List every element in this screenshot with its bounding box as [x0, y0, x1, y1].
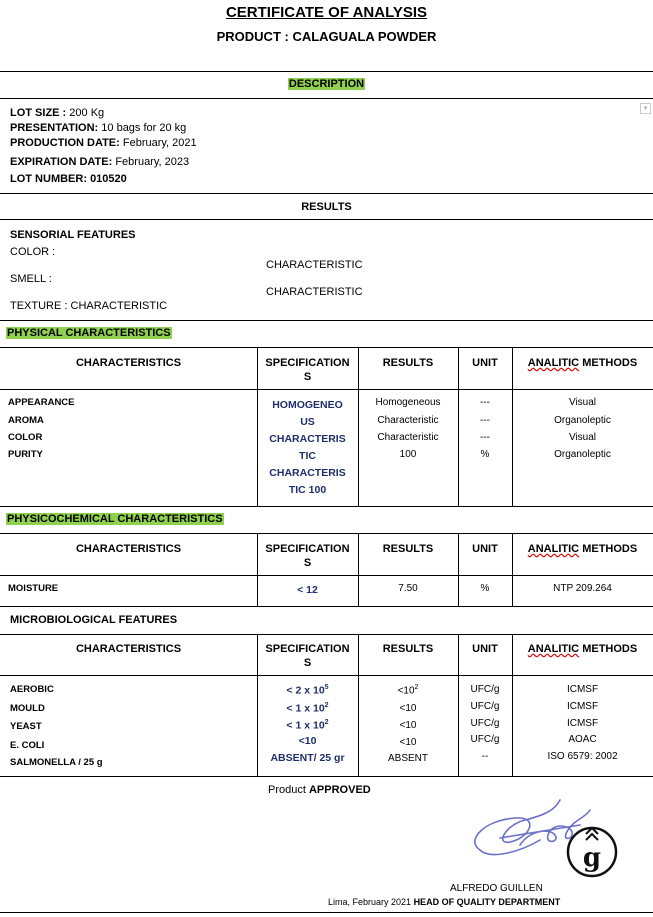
result-cell: ABSENT — [387, 753, 428, 764]
texture: TEXTURE : CHARACTERISTIC — [10, 300, 168, 312]
method-cell: ICMSF — [566, 718, 599, 729]
color-label: COLOR : — [10, 246, 56, 258]
col-unit: UNIT — [472, 643, 498, 655]
table-row-name: MOISTURE — [8, 583, 59, 594]
result-cell: 7.50 — [398, 583, 418, 594]
spec-cell: <10 — [298, 735, 317, 747]
product-name: PRODUCT : CALAGUALA POWDER — [216, 29, 437, 44]
spec-line: HOMOGENEO — [272, 399, 343, 411]
description-heading: DESCRIPTION — [288, 78, 365, 90]
physical-heading: PHYSICAL CHARACTERISTICS — [7, 327, 171, 339]
divider — [0, 193, 653, 194]
divider — [0, 98, 653, 99]
col-characteristics: CHARACTERISTICS — [75, 543, 182, 555]
dropdown-icon[interactable]: ▾ — [640, 103, 651, 114]
spec-cell: < 12 — [297, 584, 318, 596]
result-cell: <10 — [399, 737, 417, 748]
table-row-name: MOULD — [10, 703, 45, 714]
method-cell: ICMSF — [566, 684, 599, 695]
table-border — [0, 606, 653, 607]
unit-cell: UFC/g — [470, 684, 500, 695]
signature-image — [460, 790, 630, 885]
color-value: CHARACTERISTIC — [266, 259, 363, 271]
unit-cell: --- — [480, 397, 490, 408]
table-border — [0, 776, 653, 777]
spec-line: US — [300, 416, 315, 428]
smell-value: CHARACTERISTIC — [266, 286, 363, 298]
certificate-title: CERTIFICATE OF ANALYSIS — [225, 4, 428, 21]
result-cell: Characteristic — [377, 415, 439, 426]
col-specifications: SPECIFICATION S — [265, 357, 350, 383]
table-row-name: SALMONELLA / 25 g — [10, 757, 103, 768]
method-cell: Organoleptic — [554, 449, 611, 460]
table-border — [0, 634, 653, 635]
signer-name: ALFREDO GUILLEN — [450, 883, 543, 894]
table-border — [0, 347, 653, 348]
unit-cell: UFC/g — [470, 718, 500, 729]
table-row-name: YEAST — [10, 721, 42, 732]
spec-line: TIC 100 — [288, 484, 327, 496]
lot-size: LOT SIZE : 200 Kg — [10, 107, 105, 119]
unit-cell: -- — [481, 751, 489, 762]
lot-number: LOT NUMBER: 010520 — [10, 173, 127, 185]
unit-cell: UFC/g — [470, 701, 500, 712]
col-results: RESULTS — [382, 357, 434, 369]
physical-spec-cell — [257, 397, 358, 499]
sensorial-heading: SENSORIAL FEATURES — [10, 229, 136, 241]
production-date: PRODUCTION DATE: February, 2021 — [10, 137, 197, 149]
table-border — [358, 347, 359, 506]
results-heading: RESULTS — [301, 201, 352, 213]
col-characteristics: CHARACTERISTICS — [75, 357, 182, 369]
spec-line: CHARACTERIS — [269, 467, 346, 479]
spec-line: CHARACTERIS — [269, 433, 346, 445]
result-cell: $<10^2$ — [397, 684, 419, 697]
divider — [0, 71, 653, 72]
table-row-name: E. COLI — [10, 740, 45, 751]
result-cell: <10 — [399, 720, 417, 731]
spec-line: TIC — [299, 450, 316, 462]
result-cell: 100 — [399, 449, 417, 460]
col-characteristics: CHARACTERISTICS — [75, 643, 182, 655]
table-border — [458, 347, 459, 506]
col-results: RESULTS — [382, 543, 434, 555]
result-cell: Homogeneous — [375, 397, 441, 408]
table-row-name: PURITY — [8, 449, 43, 460]
result-cell: Characteristic — [377, 432, 439, 443]
unit-cell: UFC/g — [470, 734, 500, 745]
unit-cell: % — [480, 449, 490, 460]
table-border — [512, 347, 513, 506]
table-row-name: AEROBIC — [10, 684, 54, 695]
method-cell: Visual — [568, 397, 597, 408]
divider — [0, 320, 653, 321]
method-cell: NTP 209.264 — [553, 583, 612, 594]
method-cell: Organoleptic — [554, 415, 611, 426]
col-specifications: SPECIFICATION S — [265, 643, 350, 669]
col-unit: UNIT — [472, 357, 498, 369]
col-specifications: SPECIFICATION S — [265, 543, 350, 569]
unit-cell: --- — [480, 432, 490, 443]
table-border — [0, 575, 653, 576]
method-cell: ISO 6579: 2002 — [547, 751, 618, 762]
smell-label: SMELL : — [10, 273, 52, 285]
approval-note: Product APPROVED — [268, 784, 371, 796]
unit-cell: --- — [480, 415, 490, 426]
table-border — [0, 389, 653, 390]
divider — [0, 912, 653, 913]
unit-cell: % — [480, 583, 490, 594]
table-row-name: AROMA — [8, 415, 44, 426]
method-cell: ICMSF — [566, 701, 599, 712]
seal-letter: g — [582, 843, 602, 873]
col-methods: ANALITIC METHODS — [527, 543, 638, 555]
col-unit: UNIT — [472, 543, 498, 555]
result-cell: <10 — [399, 703, 417, 714]
expiration-date: EXPIRATION DATE: February, 2023 — [10, 156, 190, 168]
microbiological-heading: MICROBIOLOGICAL FEATURES — [10, 614, 178, 626]
divider — [0, 219, 653, 220]
table-border — [0, 533, 653, 534]
spec-cell: < 2 x $10^5$ — [286, 684, 329, 697]
physicochemical-heading: PHYSICOCHEMICAL CHARACTERISTICS — [7, 513, 223, 525]
table-row-name: APPEARANCE — [8, 397, 75, 408]
spec-cell: ABSENT/ 25 gr — [270, 752, 345, 764]
table-row-name: COLOR — [8, 432, 43, 443]
col-results: RESULTS — [382, 643, 434, 655]
spec-cell: < 1 x $10^2$ — [286, 719, 329, 732]
col-methods: ANALITIC METHODS — [527, 643, 638, 655]
signer-position: Lima, February 2021 HEAD OF QUALITY DEPARTMENT — [328, 897, 561, 907]
col-methods: ANALITIC METHODS — [527, 357, 638, 369]
presentation: PRESENTATION: 10 bags for 20 kg — [10, 122, 187, 134]
method-cell: AOAC — [568, 734, 597, 745]
spec-cell: < 1 x $10^2$ — [286, 702, 329, 715]
method-cell: Visual — [568, 432, 597, 443]
table-border — [0, 506, 653, 507]
table-border — [0, 675, 653, 676]
